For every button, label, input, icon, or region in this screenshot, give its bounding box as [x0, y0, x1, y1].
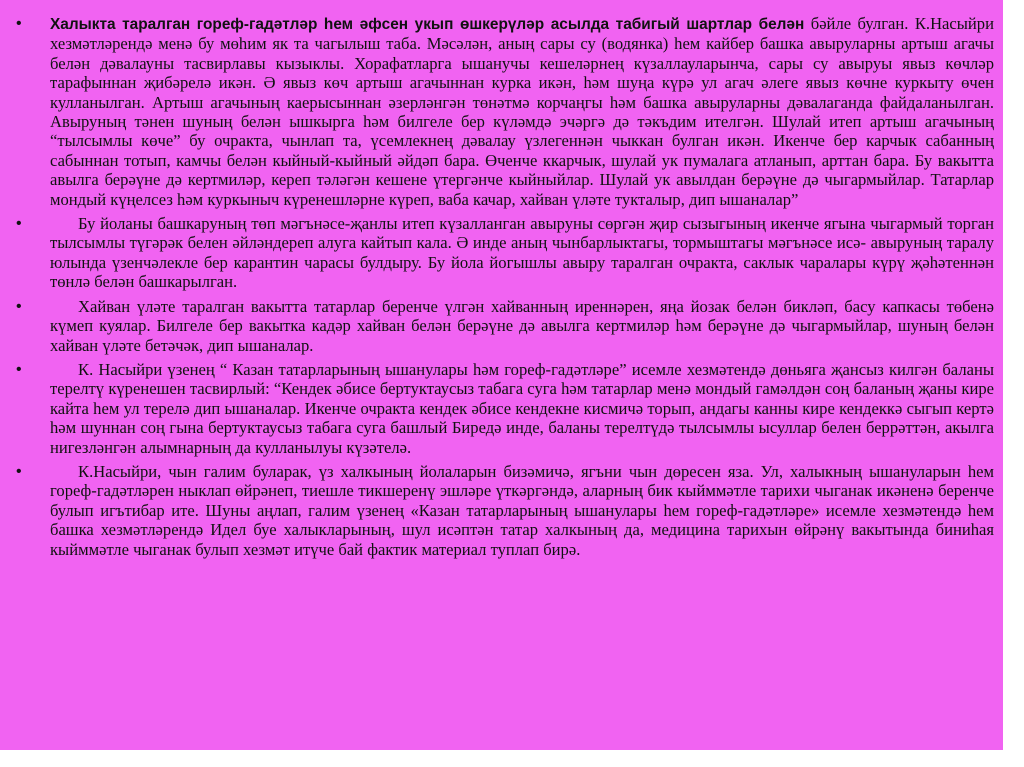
- bullet-body-text: Хайван үләте таралган вакытта татарлар беренче үлгән хайванның иреннәрен, яңа йозак белән бикләп, басу капкасы төбенә күмеп куялар. Билгеле бер вакытка кадәр хайван белән берәүне дә авылга кертмиләр һәм берәүне дә чыгармыйлар, шуның белән хайван үләте бетәчәк, дип ышаналар.: [50, 296, 994, 355]
- bullet-paragraph-3: [16, 297, 994, 355]
- bullet-paragraph-2: [16, 214, 994, 292]
- bullet-paragraph-5: [16, 462, 994, 559]
- bullet-paragraph-4: [16, 360, 994, 457]
- bullet-body-text: Бу йоланы башкаруның төп мәгънәсе-җанлы итеп күзалланган авыруны сөргән җир сызыгының икенче ягына чыгармый торган тылсымлы түгәрәк белен әйләндереп алуга кайтып кала. Ә инде аның чынбарлыктагы, тормыштагы мәгънәсе исә- авыруның таралу юлында үзенчәлекле бер карантин чарасы булдыру. Бу йола йогышлы авыру таралган очракта, саклык чаралары күрү җәһәтеннән төнлә белән башкарылган.: [50, 214, 994, 292]
- bullet-body-text: К.Насыйри, чын галим буларак, үз халкының йолаларын бизәмичә, ягъни чын дөресен яза. Ул, халыкның ышануларын һем гореф-гадәтләрен ныклап өйрәнеп, тиешле тикшеренү эшләре үткәргәндә, аларның бик кыйммәтле тарихи чыганак икәненә беренче булып игътибар ите. Шуны аңлап, галим үзенең «Казан татарларының ышанулары һем гореф-гадәтләре» исемле хезмәтендә һем башка хезмәтләрендә Идел буе халыкларының, шул исәптән татар халкының да, медицина тарихын өйрәнү вакытында биниһая кыйммәтле чыганак булып хезмәт итүче бай фактик материал туплап бирә.: [50, 461, 994, 559]
- bullet-lead-text: Халыкта таралган гореф-гадәтләр һем әфсен укып өшкерүләр асылда табигый шартлар белән: [50, 16, 805, 33]
- bullet-body-text: К. Насыйри үзенең “ Казан татарларының ышанулары һәм гореф-гадәтләре” исемле хезмәтендә дөньяга җансыз килгән баланы терелтү күренешен тасвирлый: “Кендек әбисе бертуктаусыз табага суга һәм татарлар менә мондый гамәлдән соң баланың җаны кире кайта һем ул терелә дип ышаналар. Икенче очракта кендек әбисе кендекне кисмичә торып, андагы канны кире кендеккә сыгып кертә һәм шуннан соң гына бертуктаусыз табага суга башлый Биредә инде, баланы терелтүдә тылсымлы ысуллар белен беррәттән, акылга нигезләнгән алымнарның да кулланылуы күзәтелә.: [50, 359, 994, 457]
- bullet-paragraph-1: [16, 14, 994, 209]
- bullet-list: [16, 14, 994, 564]
- bullet-body-text: бәйле булган. К.Насыйри хезмәтләрендә менә бу мөһим як та чагылыш таба. Мәсәлән, аның сары су (водянка) һем кайбер башка авыруларны артыш агачы белән дәвалауны тасвирлавы кызыклы. Хорафатларга ышанучы кешеләрнең күзаллауларынча, сары су авыруы явыз көчләр тарафыннан җибәрелә икән. Ә явыз көч артыш агачыннан курка икән, һәм шуңа күрә ул агач әлеге явыз көчне куркыту өчен кулланылган. Артыш агачының каерысыннан әзерләнгән төнәтмә корчаңгы һәм башка авыруларны дәвалаганда файдаланылган. Авыруның тәнен шуның белән ышкырга һәм билгеле бер күләмдә эчәргә дә тәкъдим ителгән. Шулай итеп артыш агачының “тылсымлы көче” бу очракта, чынлап та, үсемлекнең дәвалау үзлегеннән чыккан булган икән. Икенче бер карчык сабанның сабыннан тотып, камчы белән кыйный-кыйный әйдәп бара. Өченче ккарчык, шулай ук пумалага атланып, арттан бара. Бу вакытта авылга берәүне дә кертмиләр, кереп тәләгән кешене үтергәнче кыйныйлар. Шулай ук авылдан берәүне дә чыгармыйлар. Татарлар мондый күңелсез һәм куркыныч күренешләрне күреп, ваба качар, хайван үләте тукталыр, дип ышаналар”: [50, 14, 994, 209]
